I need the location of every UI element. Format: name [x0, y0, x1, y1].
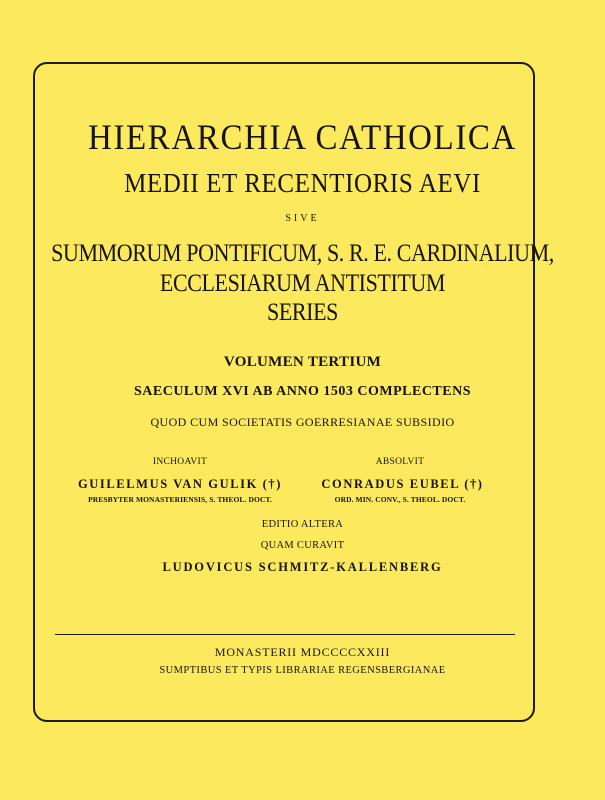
editor-name: LUDOVICUS SCHMITZ-KALLENBERG	[162, 560, 443, 574]
imprint-divider	[55, 634, 515, 635]
edition-curavit: QUAM CURAVIT	[260, 540, 345, 551]
support-statement: QUOD CUM SOCIETATIS GOERRESIANAE SUBSIDIO	[150, 415, 455, 429]
author-right-role: ABSOLVIT	[375, 457, 425, 467]
book-subtitle: MEDII ET RECENTIORIS AEVI	[124, 168, 481, 199]
author-left-role: INCHOAVIT	[152, 457, 208, 467]
author-right-name: CONRADUS EUBEL (†)	[321, 477, 484, 491]
series-line-3: SERIES	[267, 297, 338, 326]
author-left-affiliation: PRESBYTER MONASTERIENSIS, S. THEOL. DOCT.	[88, 495, 272, 504]
sive-connector: SIVE	[285, 213, 320, 224]
imprint-place-date: MONASTERII MDCCCCXXIII	[214, 645, 391, 659]
author-left-name: GUILELMUS VAN GULIK (†)	[77, 477, 283, 491]
volume-label: VOLUMEN TERTIUM	[223, 354, 382, 370]
author-right-affiliation: ORD. MIN. CONV., S. THEOL. DOCT.	[334, 495, 466, 504]
book-title: HIERARCHIA CATHOLICA	[88, 118, 517, 158]
imprint-publisher: SUMPTIBUS ET TYPIS LIBRARIAE REGENSBERGIANAE	[159, 665, 446, 676]
edition-label: EDITIO ALTERA	[261, 519, 344, 530]
series-line-2: ECCLESIARUM ANTISTITUM	[159, 268, 446, 297]
volume-description: SAECULUM XVI AB ANNO 1503 COMPLECTENS	[133, 384, 472, 399]
series-line-1: SUMMORUM PONTIFICUM, S. R. E. CARDINALIUM,	[51, 238, 554, 267]
